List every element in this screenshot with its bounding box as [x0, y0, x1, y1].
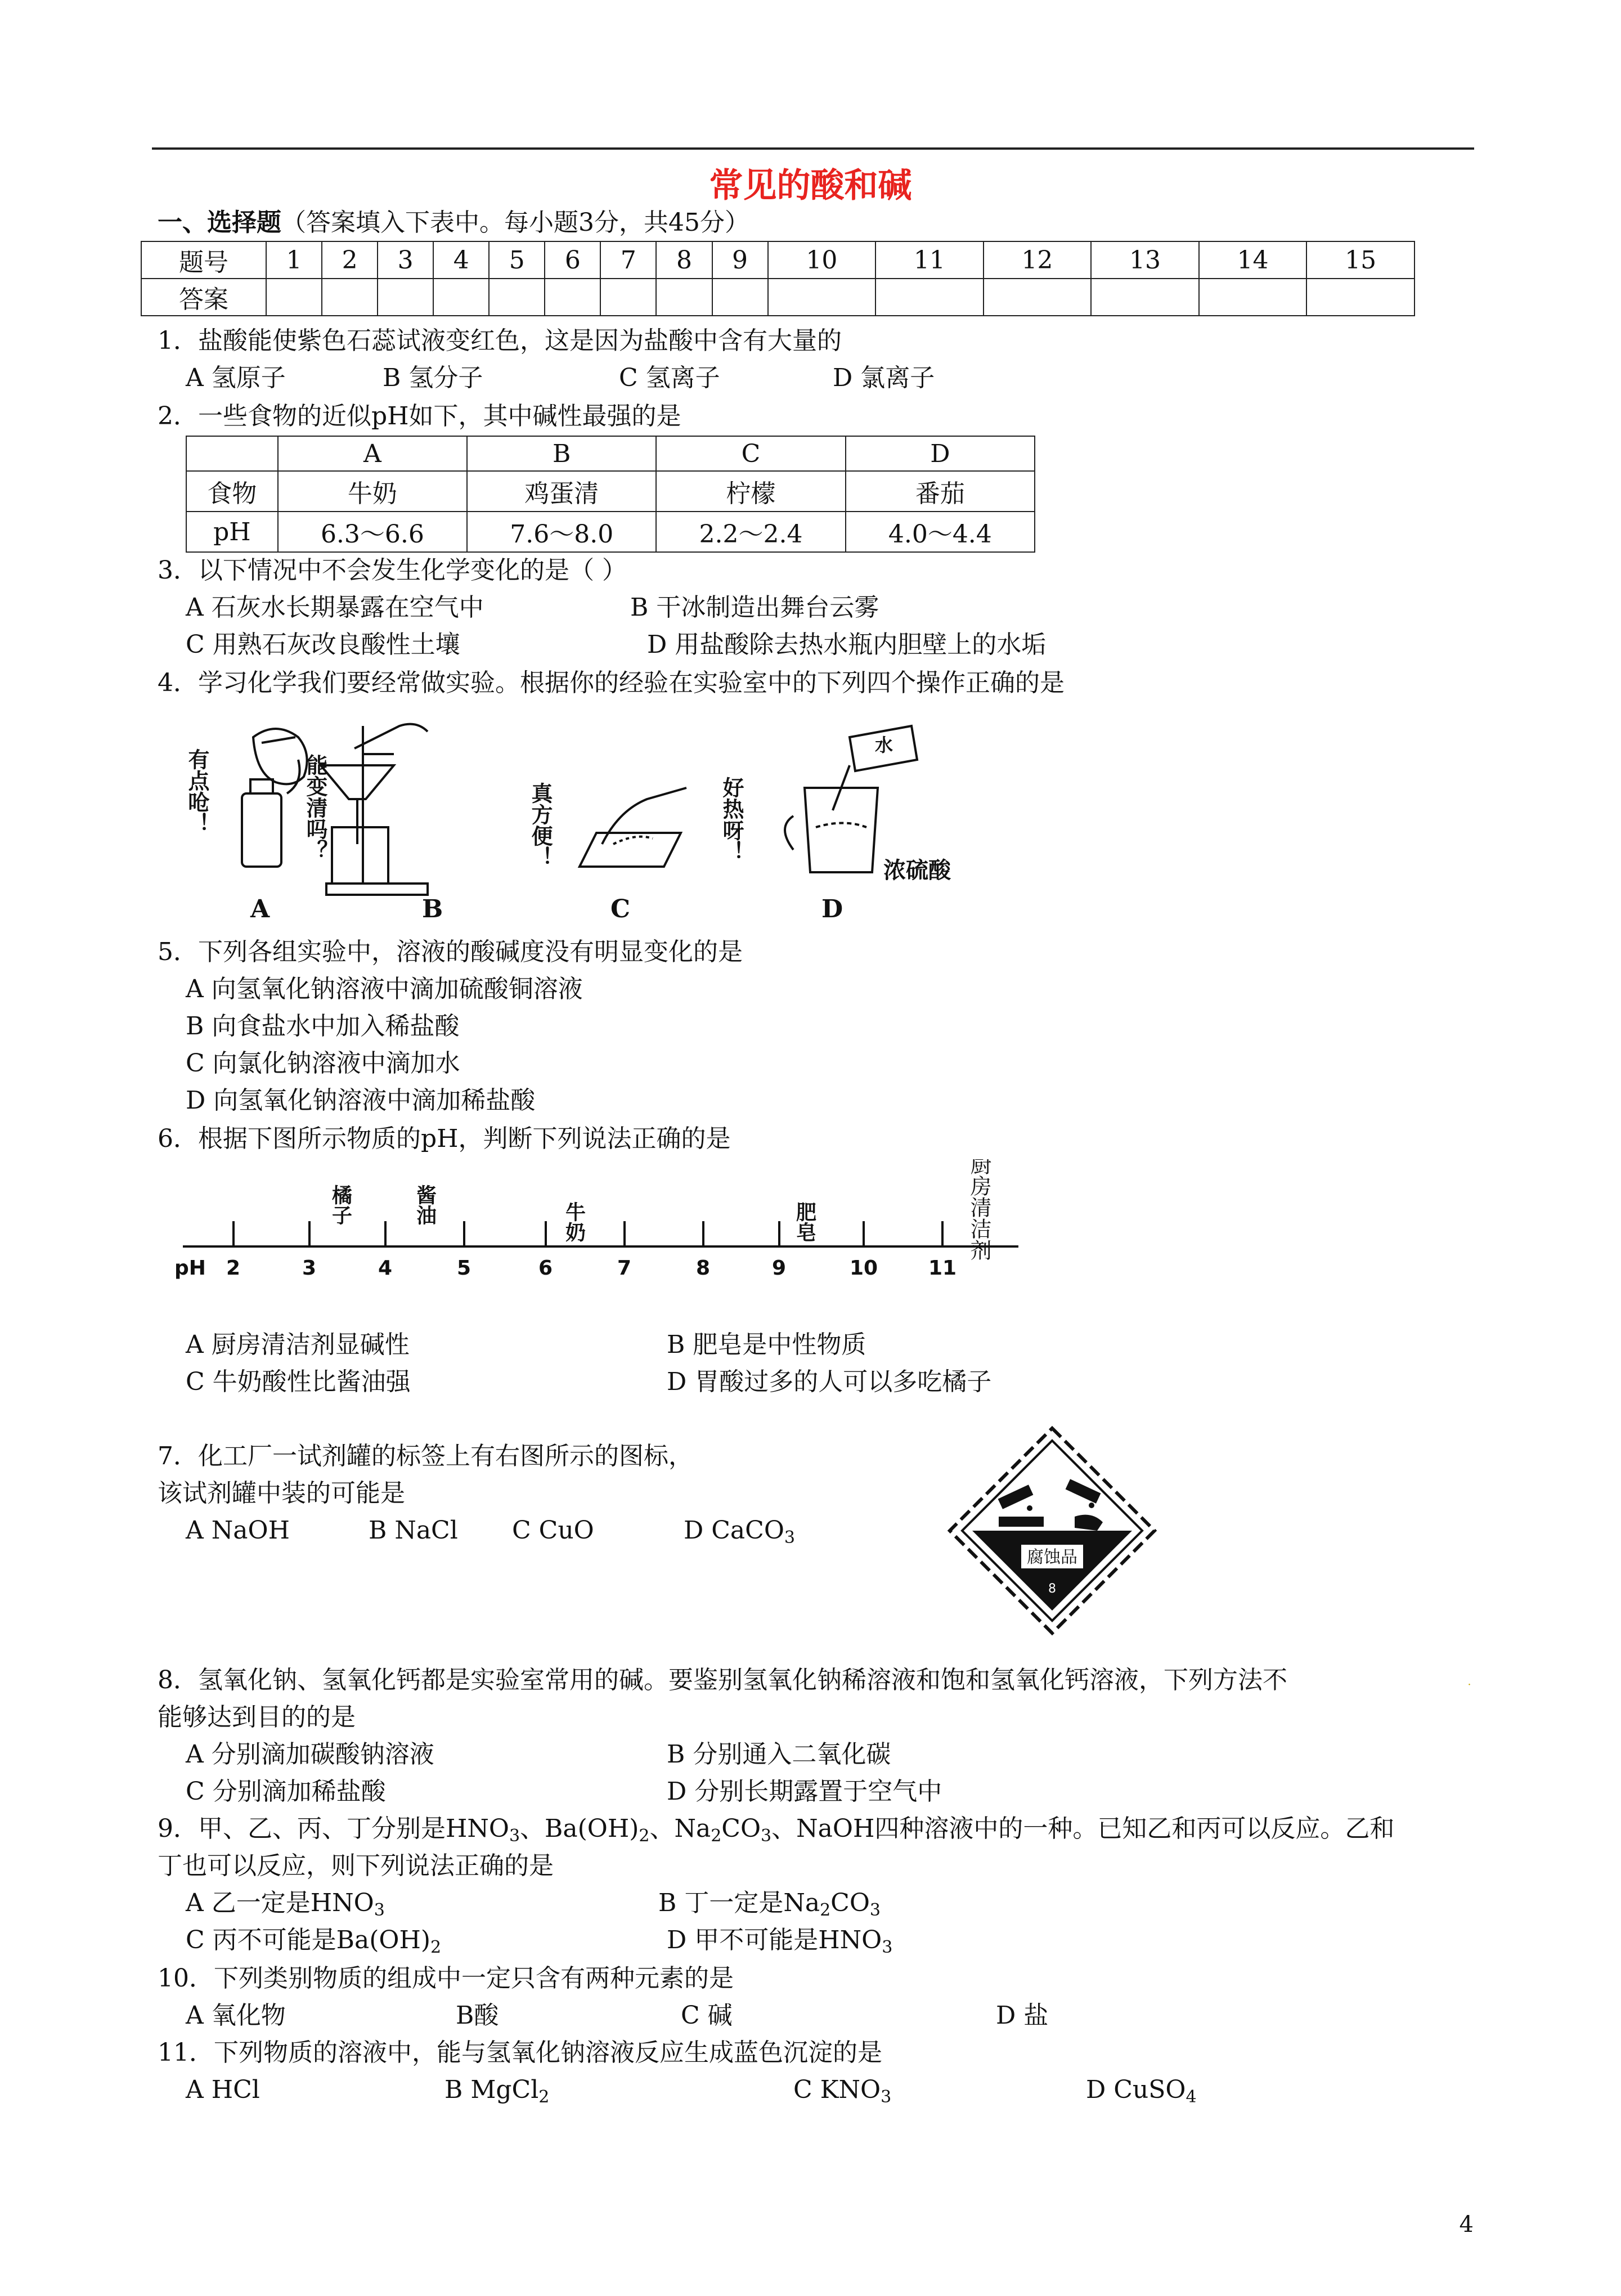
section-heading [158, 207, 749, 239]
q7-option-a: A NaOH [186, 1516, 290, 1545]
ph-tick: 10 [850, 1257, 878, 1280]
fig-label-a: A [250, 895, 270, 923]
ph-tick: 2 [226, 1257, 241, 1280]
ph-tick: 9 [772, 1257, 787, 1280]
q11-option-c-text: C KNO [793, 2075, 881, 2104]
ph-scale-figure [169, 1159, 1047, 1306]
ph-table-header: D [846, 436, 1035, 471]
ph-item-orange: 橘子 [329, 1185, 352, 1225]
answer-number: 8 [656, 241, 712, 279]
q9-option-d-text: D 甲不可能是HNO [667, 1926, 882, 1954]
ph-table-header: C [656, 436, 845, 471]
q3-option-c: C 用熟石灰改良酸性土壤 [186, 630, 460, 659]
answer-number: 10 [768, 241, 876, 279]
q7-option-b: B NaCl [369, 1516, 458, 1545]
ph-item-soy-sauce: 酱油 [413, 1185, 437, 1225]
q5-stem: 5．下列各组实验中，溶液的酸碱度没有明显变化的是 [158, 938, 743, 966]
q10-option-c: C 碱 [681, 2001, 733, 2030]
q5-option-b: B 向食盐水中加入稀盐酸 [186, 1012, 460, 1041]
q9-option-c-text: C 丙不可能是Ba(OH) [186, 1926, 430, 1954]
answer-cell[interactable] [1306, 279, 1415, 316]
fig-d-label: 浓硫酸 [883, 858, 951, 884]
corrosive-hazard-sign [945, 1424, 1159, 1638]
q6-option-b: B 肥皂是中性物质 [667, 1330, 866, 1359]
answer-cell[interactable] [545, 279, 600, 316]
ph-table-header: B [467, 436, 656, 471]
section-instruction: （答案填入下表中。每小题3分，共45分） [281, 208, 749, 237]
answer-cell[interactable] [600, 279, 656, 316]
answer-cell[interactable] [656, 279, 712, 316]
q7-option-d-sub: 3 [784, 1528, 795, 1548]
q6-stem: 6．根据下图所示物质的pH，判断下列说法正确的是 [158, 1124, 731, 1153]
answer-table-answer-row [141, 279, 1415, 316]
ph-tick: 6 [538, 1257, 553, 1280]
q3-option-a: A 石灰水长期暴露在空气中 [186, 593, 484, 622]
ph-item-kitchen-cleaner: 厨房清洁剂 [967, 1159, 991, 1261]
fig-d-cup-label: 水 [875, 734, 893, 756]
q8-option-a: A 分别滴加碳酸钠溶液 [186, 1740, 434, 1769]
ph-table [186, 436, 1035, 553]
answer-number: 13 [1091, 241, 1199, 279]
ph-tick: 5 [457, 1257, 472, 1280]
ph-table-cell: 2.2～2.4 [656, 512, 845, 552]
ph-tick: 11 [928, 1257, 957, 1280]
answer-number: 2 [322, 241, 378, 279]
q3-option-b: B 干冰制造出舞台云雾 [630, 593, 879, 622]
q11-stem: 11．下列物质的溶液中，能与氢氧化钠溶液反应生成蓝色沉淀的是 [158, 2038, 882, 2067]
q3-option-d: D 用盐酸除去热水瓶内胆壁上的水垢 [647, 630, 1047, 659]
answer-cell[interactable] [266, 279, 322, 316]
answer-number: 1 [266, 241, 322, 279]
q9-option-b: B 丁一定是$Na_2CO_3$ [658, 1889, 881, 1920]
q8-option-d: D 分别长期露置于空气中 [667, 1777, 942, 1806]
fig-d-caption: 好热呀！ [719, 777, 744, 862]
ph-table-cell: pH [186, 512, 278, 552]
answer-cell[interactable] [768, 279, 876, 316]
answer-number: 15 [1306, 241, 1415, 279]
q8-option-b: B 分别通入二氧化碳 [667, 1740, 891, 1769]
q11-option-d-text: D CuSO [1086, 2075, 1186, 2104]
stray-mark: ˙ [1466, 1683, 1472, 1697]
answer-cell[interactable] [322, 279, 378, 316]
q11-option-d: D CuSO$_4$ [1086, 2075, 1197, 2107]
answer-cell[interactable] [875, 279, 984, 316]
answer-number: 4 [433, 241, 489, 279]
q5-option-a: A 向氢氧化钠溶液中滴加硫酸铜溶液 [186, 975, 583, 1003]
q10-option-a: A 氧化物 [186, 2001, 286, 2030]
section-title: 一、选择题 [158, 208, 281, 237]
answer-cell[interactable] [378, 279, 433, 316]
answer-cell[interactable] [489, 279, 545, 316]
q9-option-b-text: B 丁一定是Na [658, 1889, 820, 1917]
ph-table-cell: 牛奶 [278, 471, 467, 512]
q1-option-d: D 氯离子 [833, 364, 935, 392]
q9-option-a-text: A 乙一定是HNO [186, 1889, 374, 1917]
q6-option-c: C 牛奶酸性比酱油强 [186, 1367, 411, 1396]
fig-c-caption: 真方便！ [528, 782, 553, 868]
fig-label-b: B [422, 895, 443, 923]
q10-option-b: B酸 [456, 2001, 499, 2030]
sign-label: 腐蚀品 [1027, 1548, 1077, 1567]
q9-option-c: C 丙不可能是$Ba(OH)_2$ [186, 1926, 442, 1957]
q8-stem-line2: 能够达到目的的是 [158, 1703, 356, 1732]
q7-stem-line1: 7．化工厂一试剂罐的标签上有右图所示的图标， [158, 1442, 693, 1470]
header-rule [152, 147, 1474, 150]
page-title: 常见的酸和碱 [709, 166, 912, 205]
lab-operations-figure [186, 715, 973, 929]
q11-option-a: A HCl [186, 2075, 260, 2104]
ph-tick: 7 [617, 1257, 632, 1280]
ph-table-cell: 柠檬 [656, 471, 845, 512]
q3-stem: 3．以下情况中不会发生化学变化的是（ ） [158, 556, 627, 585]
fig-b-caption: 能变清吗？ [303, 754, 327, 861]
sign-class-number: 8 [1048, 1582, 1056, 1596]
q10-option-d: D 盐 [996, 2001, 1049, 2030]
q7-option-c: C CuO [512, 1516, 594, 1545]
answer-cell[interactable] [1199, 279, 1307, 316]
answer-table [141, 241, 1415, 316]
answer-cell[interactable] [712, 279, 768, 316]
q8-stem-line1: 8．氢氧化钠、氢氧化钙都是实验室常用的碱。要鉴别氢氧化钠稀溶液和饱和氢氧化钙溶液，下列方法不 [158, 1666, 1287, 1694]
q8-option-c: C 分别滴加稀盐酸 [186, 1777, 386, 1806]
answer-number: 14 [1199, 241, 1307, 279]
q1-option-a: A 氢原子 [186, 364, 286, 392]
fig-a-caption: 有点呛！ [186, 748, 209, 834]
q11-option-b-text: B MgCl [444, 2075, 539, 2104]
q7-option-d-text: D CaCO [684, 1516, 784, 1545]
ph-table-header: A [278, 436, 467, 471]
q10-stem: 10．下列类别物质的组成中一定只含有两种元素的是 [158, 1964, 734, 1993]
q9-stem-line2: 丁也可以反应，则下列说法正确的是 [158, 1851, 554, 1880]
q4-stem: 4．学习化学我们要经常做实验。根据你的经验在实验室中的下列四个操作正确的是 [158, 669, 1065, 697]
ph-tick: 3 [302, 1257, 317, 1280]
answer-table-header-row [141, 241, 1415, 279]
q7-option-d [684, 1515, 795, 1546]
ph-table-cell: 7.6～8.0 [467, 512, 656, 552]
answer-number: 5 [489, 241, 545, 279]
ph-tick: 4 [378, 1257, 393, 1280]
q9-stem-line1: 9．甲、乙、丙、丁分别是$HNO_3$、$Ba(OH)_2$、$Na_2CO_3$、NaOH四种溶液中的一种。已知乙和丙可以反应。乙和 [158, 1814, 1395, 1846]
q9-option-d: D 甲不可能是$HNO_3$ [667, 1926, 893, 1957]
ph-table-cell: 番茄 [846, 471, 1035, 512]
q2-stem: 2．一些食物的近似pH如下，其中碱性最强的是 [158, 402, 681, 430]
answer-number: 9 [712, 241, 768, 279]
q1-stem: 1．盐酸能使紫色石蕊试液变红色，这是因为盐酸中含有大量的 [158, 326, 842, 355]
lab-figure-svg [186, 715, 973, 929]
page-number: 4 [1459, 2212, 1474, 2237]
q1-option-c: C 氢离子 [619, 364, 720, 392]
fig-label-d: D [821, 895, 843, 923]
q11-option-b: B MgCl$_2$ [444, 2075, 550, 2107]
q6-option-d: D 胃酸过多的人可以多吃橘子 [667, 1367, 992, 1396]
q11-option-c: C $KNO_3$ [793, 2075, 892, 2107]
answer-number: 7 [600, 241, 656, 279]
q5-option-c: C 向氯化钠溶液中滴加水 [186, 1049, 460, 1078]
corrosive-sign-svg [945, 1424, 1159, 1638]
row-label-answer: 答案 [141, 279, 266, 316]
ph-axis-label: pH [174, 1257, 206, 1280]
ph-table-header [186, 436, 278, 471]
answer-number: 11 [875, 241, 984, 279]
q5-option-d: D 向氢氧化钠溶液中滴加稀盐酸 [186, 1086, 536, 1115]
q6-option-a: A 厨房清洁剂显碱性 [186, 1330, 410, 1359]
answer-cell[interactable] [984, 279, 1092, 316]
answer-cell[interactable] [1091, 279, 1199, 316]
ph-table-cell: 鸡蛋清 [467, 471, 656, 512]
q9-option-a: A 乙一定是$HNO_3$ [186, 1889, 385, 1920]
answer-number: 3 [378, 241, 433, 279]
q7-stem-line2: 该试剂罐中装的可能是 [158, 1479, 405, 1508]
ph-item-soap: 肥皂 [793, 1201, 816, 1242]
ph-table-cell: 食物 [186, 471, 278, 512]
ph-table-cell: 6.3～6.6 [278, 512, 467, 552]
fig-label-c: C [610, 895, 631, 923]
q1-option-b: B 氢分子 [383, 364, 483, 392]
answer-cell[interactable] [433, 279, 489, 316]
ph-scale-svg [169, 1159, 1047, 1306]
ph-tick: 8 [696, 1257, 711, 1280]
ph-table-cell: 4.0～4.4 [846, 512, 1035, 552]
answer-number: 6 [545, 241, 600, 279]
row-label-number: 题号 [141, 241, 266, 279]
answer-number: 12 [984, 241, 1092, 279]
ph-item-milk: 牛奶 [562, 1201, 586, 1242]
